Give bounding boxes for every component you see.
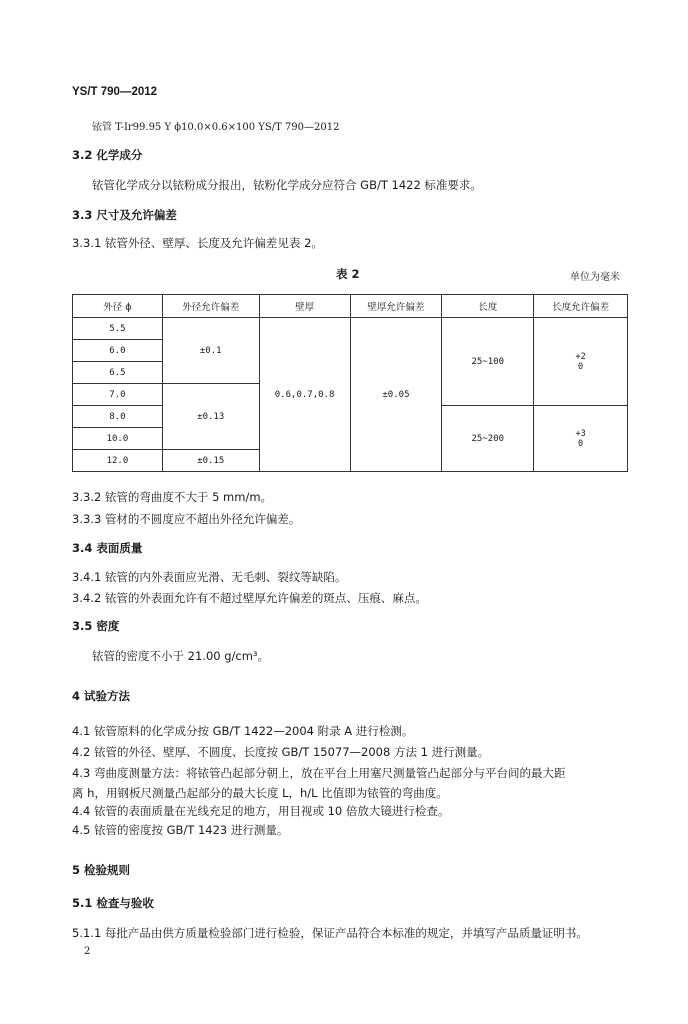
length-tolerance-value [575, 429, 585, 449]
section-3-3-2: 3.3.2 铱管的弯曲度不大于 5 mm/m。 [72, 490, 273, 504]
table-unit: 单位为毫米 [570, 272, 620, 283]
diameter-tolerance-cell: ±0.15 [162, 450, 259, 472]
designation-example: 铱管 T-Ir99.95 Y ϕ10.0×0.6×100 YS/T 790—2012 [92, 122, 340, 133]
section-5-title: 5 检验规则 [72, 863, 131, 877]
section-4-5: 4.5 铱管的密度按 GB/T 1423 进行测量。 [72, 823, 289, 837]
standard-code: YS/T 790—2012 [72, 86, 158, 98]
section-3-2-text: 铱管化学成分以铱粉成分报出，铱粉化学成分应符合 GB/T 1422 标准要求。 [92, 178, 482, 192]
section-4-3-line-2: 离 h，用钢板尺测量凸起部分的最大长度 L，h/L 比值即为铱管的弯曲度。 [72, 786, 448, 800]
length-cell: 25~100 [442, 318, 534, 406]
wall-tolerance-cell: ±0.05 [350, 318, 442, 472]
header-diameter-tolerance: 外径允许偏差 [162, 295, 259, 318]
section-3-4-title: 3.4 表面质量 [72, 541, 143, 555]
length-tolerance-cell [534, 318, 628, 406]
section-3-5-title: 3.5 密度 [72, 619, 120, 633]
diameter-cell: 12.0 [73, 450, 163, 472]
header-outer-diameter: 外径 ϕ [73, 295, 163, 318]
section-3-3-title: 3.3 尺寸及允许偏差 [72, 208, 177, 222]
page-number: 2 [84, 946, 91, 957]
diameter-cell: 5.5 [73, 318, 163, 340]
length-tolerance-value [575, 352, 585, 372]
section-5-1-1: 5.1.1 每批产品由供方质量检验部门进行检验，保证产品符合本标准的规定，并填写产品质量证明书。 [72, 926, 588, 940]
header-wall-thickness: 壁厚 [259, 295, 350, 318]
header-wall-tolerance: 壁厚允许偏差 [350, 295, 442, 318]
wall-thickness-cell: 0.6,0.7,0.8 [259, 318, 350, 472]
diameter-tolerance-cell: ±0.13 [162, 384, 259, 450]
section-3-3-3: 3.3.3 管材的不圆度应不超出外径允许偏差。 [72, 512, 301, 526]
section-3-4-1: 3.4.1 铱管的内外表面应光滑、无毛刺、裂纹等缺陷。 [72, 570, 347, 584]
section-3-4-2: 3.4.2 铱管的外表面允许有不超过壁厚允许偏差的斑点、压痕、麻点。 [72, 591, 427, 605]
section-5-1-title: 5.1 检查与验收 [72, 896, 154, 910]
section-4-4: 4.4 铱管的表面质量在光线充足的地方，用目视或 10 倍放大镜进行检查。 [72, 804, 450, 818]
length-tolerance-upper: +2 [575, 351, 586, 362]
table-header-row [73, 295, 628, 318]
diameter-cell: 6.0 [73, 340, 163, 362]
length-tolerance-lower: 0 [578, 361, 584, 372]
table-row [73, 318, 628, 340]
length-tolerance-lower: 0 [578, 438, 584, 449]
section-4-1: 4.1 铱管原料的化学成分按 GB/T 1422—2004 附录 A 进行检测。 [72, 724, 414, 738]
length-tolerance-cell [534, 406, 628, 472]
header-length: 长度 [442, 295, 534, 318]
diameter-cell: 7.0 [73, 384, 163, 406]
table-title: 表 2 [336, 267, 360, 281]
diameter-cell: 8.0 [73, 406, 163, 428]
length-cell: 25~200 [442, 406, 534, 472]
section-3-5-text: 铱管的密度不小于 21.00 g/cm³。 [92, 649, 270, 663]
header-length-tolerance: 长度允许偏差 [534, 295, 628, 318]
section-4-2: 4.2 铱管的外径、壁厚、不圆度、长度按 GB/T 15077—2008 方法 1 进行测量。 [72, 745, 490, 759]
section-4-3-line-1: 4.3 弯曲度测量方法：将铱管凸起部分朝上，放在平台上用塞尺测量管凸起部分与平台间的最大距 [72, 766, 566, 780]
length-tolerance-upper: +3 [575, 428, 586, 439]
diameter-cell: 6.5 [73, 362, 163, 384]
diameter-cell: 10.0 [73, 428, 163, 450]
diameter-tolerance-cell: ±0.1 [162, 318, 259, 384]
section-3-2-title: 3.2 化学成分 [72, 148, 143, 162]
spec-table [72, 294, 628, 472]
section-4-title: 4 试验方法 [72, 689, 131, 703]
section-3-3-1: 3.3.1 铱管外径、壁厚、长度及允许偏差见表 2。 [72, 236, 323, 250]
